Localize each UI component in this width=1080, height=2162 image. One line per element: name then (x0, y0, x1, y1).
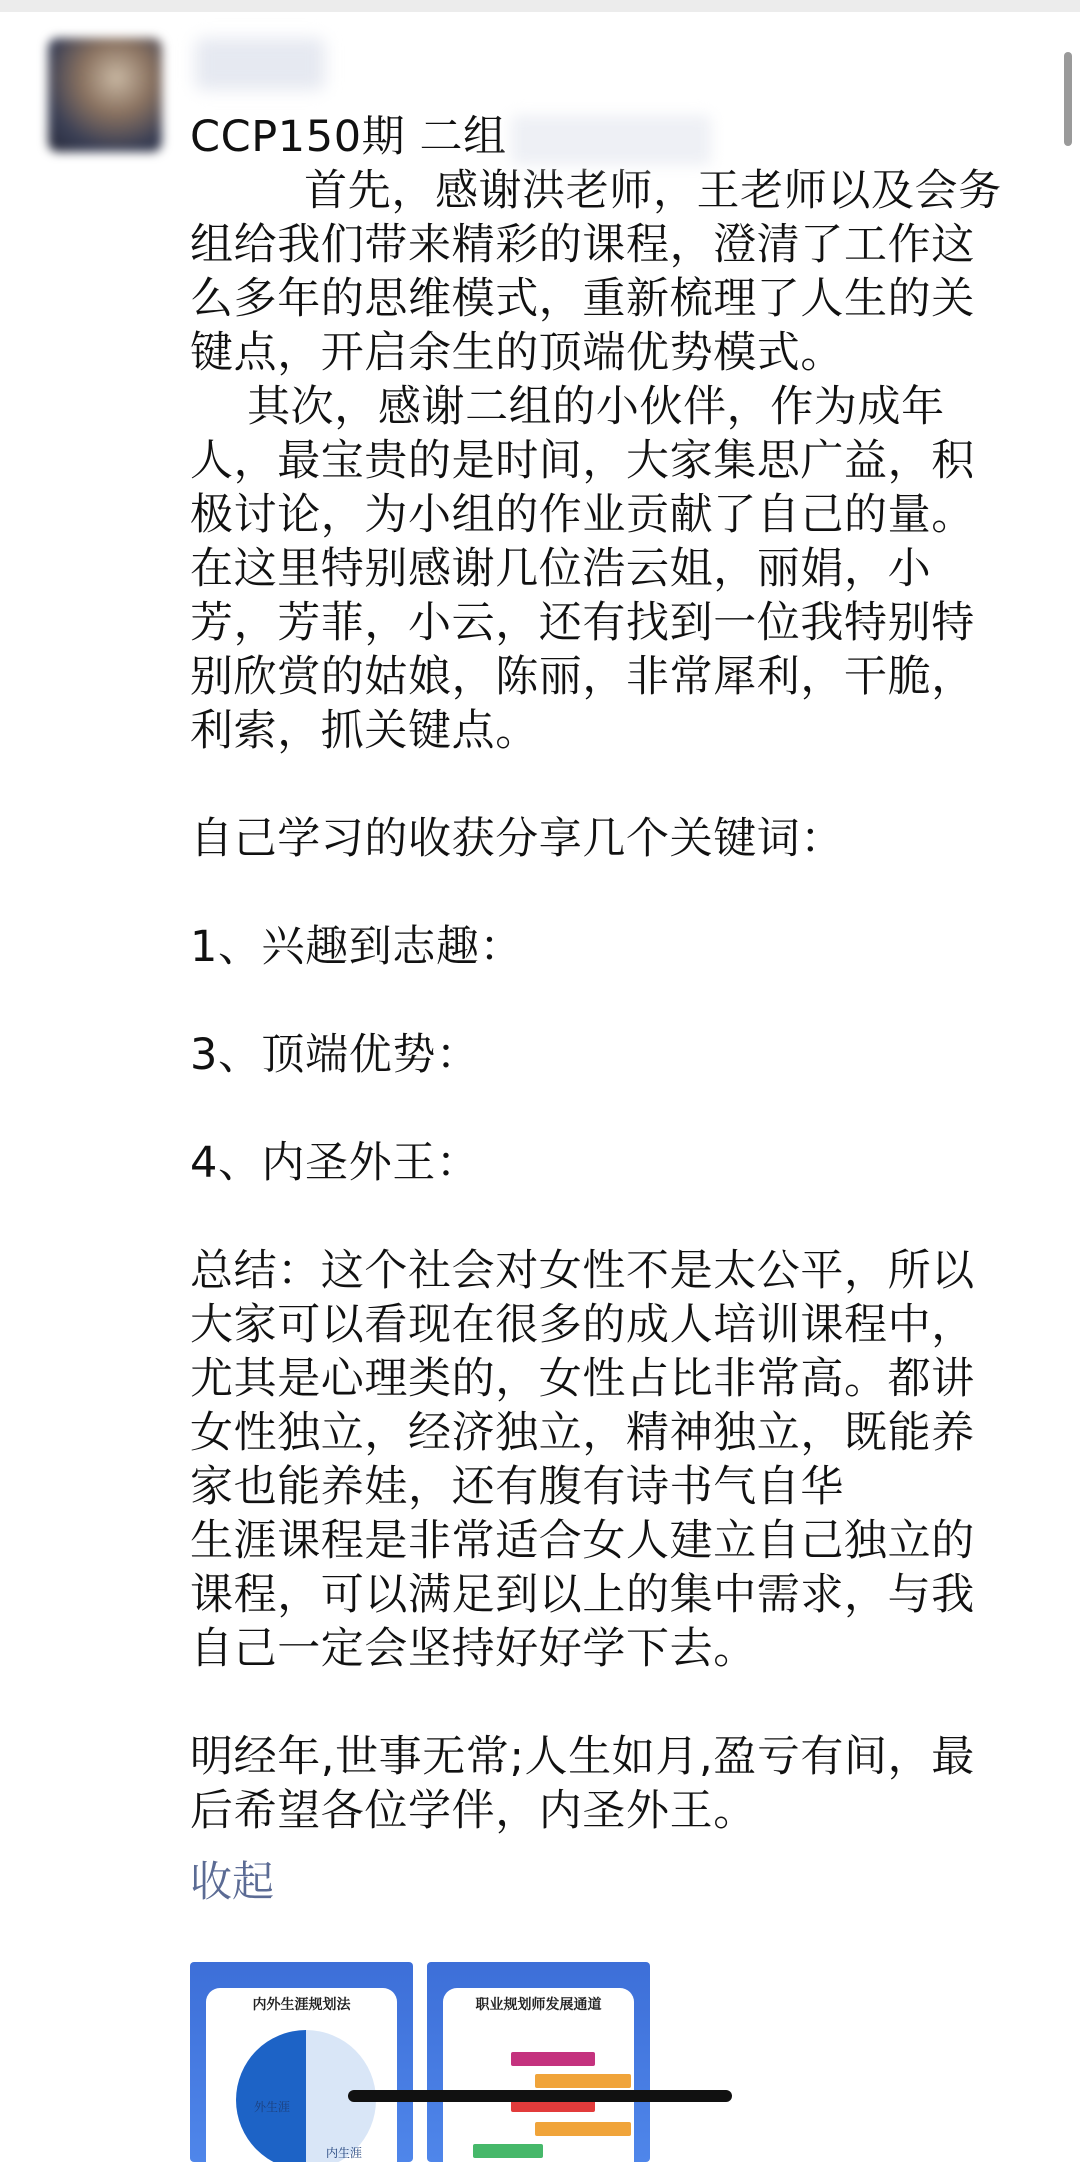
post-body-line: 后希望各位学伴，内圣外王。 (190, 1786, 757, 1836)
diagram-label-inner: 内生涯 (326, 2146, 363, 2160)
image-card (206, 1988, 397, 2162)
path-bar (535, 2122, 631, 2136)
post-body-line: 在这里特别感谢几位浩云姐，丽娟，小 (190, 544, 932, 594)
diagram-label-outer: 外生涯 (254, 2100, 291, 2114)
path-bar (473, 2144, 543, 2158)
post-body-line: 键点，开启余生的顶端优势模式。 (190, 328, 844, 378)
image-title: 内外生涯规划法 (252, 1997, 351, 2013)
paragraph-gap (190, 1082, 1010, 1136)
paragraph-gap (190, 758, 1010, 812)
post-body-line: 自己一定会坚持好好学下去。 (190, 1624, 757, 1674)
post-body-line: 3、顶端优势： (190, 1030, 480, 1080)
blurred-name-tag (511, 115, 711, 165)
paragraph-gap (190, 974, 1010, 1028)
paragraph-gap (190, 1190, 1010, 1244)
post-body-line: 明经年,世事无常;人生如月,盈亏有间，最 (190, 1732, 975, 1782)
post-body (190, 164, 1010, 1838)
post-body-line: 家也能养娃，还有腹有诗书气自华 (190, 1462, 844, 1512)
image-thumbnail-inner-outer-career[interactable] (190, 1962, 413, 2162)
scrollbar[interactable] (1064, 52, 1072, 146)
post-body-line: 生涯课程是非常适合女人建立自己独立的 (190, 1516, 975, 1566)
post-content (190, 110, 1010, 1912)
collapse-link[interactable]: 收起 (190, 1857, 275, 1906)
post-body-line: 极讨论，为小组的作业贡献了自己的量。 (190, 490, 975, 540)
image-card (443, 1988, 634, 2162)
post-body-line: 1、兴趣到志趣： (190, 922, 524, 972)
post-header-text: CCP150期 二组 (190, 112, 507, 162)
avatar[interactable] (48, 38, 162, 152)
post-body-line: 总结：这个社会对女性不是太公平，所以 (190, 1246, 975, 1296)
image-title: 职业规划师发展通道 (475, 1997, 602, 2013)
image-thumbnail-career-path[interactable] (427, 1962, 650, 2162)
paragraph-gap (190, 1676, 1010, 1730)
username-blurred[interactable] (195, 38, 325, 90)
home-indicator[interactable] (348, 2090, 732, 2102)
post-body-line: 人，最宝贵的是时间，大家集思广益，积 (190, 436, 975, 486)
post-body-line: 别欣赏的姑娘，陈丽，非常犀利，干脆， (190, 652, 975, 702)
post-body-line: 其次，感谢二组的小伙伴，作为成年 (190, 382, 945, 432)
post-body-line: 女性独立，经济独立，精神独立，既能养 (190, 1408, 975, 1458)
paragraph-gap (190, 866, 1010, 920)
post-body-line: 自己学习的收获分享几个关键词： (190, 814, 844, 864)
path-bar (511, 2052, 595, 2066)
post-body-line: 尤其是心理类的，女性占比非常高。都讲 (190, 1354, 975, 1404)
post-body-line: 利索，抓关键点。 (190, 706, 539, 756)
post-body-line: 组给我们带来精彩的课程，澄清了工作这 (190, 220, 975, 270)
post-body-line: 4、内圣外王： (190, 1138, 480, 1188)
post-body-line: 课程，可以满足到以上的集中需求，与我 (190, 1570, 975, 1620)
path-bar (535, 2074, 631, 2088)
top-bar (0, 0, 1080, 12)
post-header-line (190, 110, 1010, 164)
post-body-line: 首先，感谢洪老师，王老师以及会务 (190, 166, 1002, 216)
post-body-line: 芳，芳菲，小云，还有找到一位我特别特 (190, 598, 975, 648)
post-body-line: 大家可以看现在很多的成人培训课程中， (190, 1300, 975, 1350)
post-body-line: 么多年的思维模式，重新梳理了人生的关 (190, 274, 975, 324)
